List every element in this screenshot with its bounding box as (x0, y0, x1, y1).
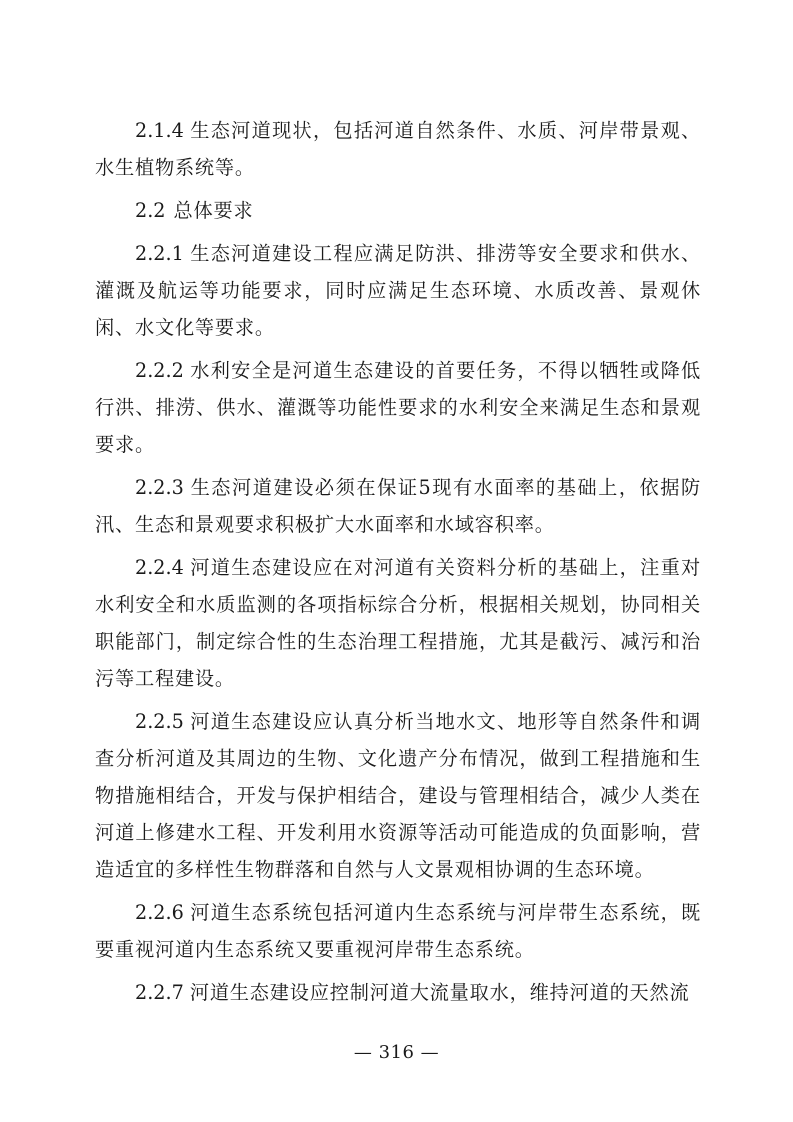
paragraph-2-2-5 (95, 703, 701, 888)
page-number: — 316 — (353, 1042, 440, 1063)
paragraph-2-2-1 (95, 235, 701, 346)
paragraph-2-1-4 (95, 112, 701, 186)
paragraph-text: 生态河道现状，包括河道自然条件、水质、河岸带景观、水生植物系统等。 (95, 119, 701, 179)
section-number: 2.2.2 (135, 359, 184, 382)
section-number: 2.2 (135, 199, 166, 222)
paragraph-text: 生态河道建设必须在保证5现有水面率的基础上，依据防汛、生态和景观要求积极扩大水面率和水域容积率。 (95, 476, 701, 536)
section-number: 2.2.1 (135, 242, 184, 265)
paragraph-text: 河道生态建设应控制河道大流量取水，维持河道的天然流 (189, 981, 690, 1004)
paragraph-text: 水利安全是河道生态建设的首要任务，不得以牺牲或降低行洪、排涝、供水、灌溉等功能性要求的水利安全来满足生态和景观要求。 (95, 359, 701, 456)
section-number: 2.2.3 (135, 476, 184, 499)
paragraph-2-2-3 (95, 469, 701, 543)
paragraph-2-2-6 (95, 894, 701, 968)
section-number: 2.1.4 (135, 119, 184, 142)
paragraph-text: 河道生态建设应在对河道有关资料分析的基础上，注重对水利安全和水质监测的各项指标综合分析，根据相关规划，协同相关职能部门，制定综合性的生态治理工程措施，尤其是截污、减污和治污等工程建设。 (95, 556, 701, 690)
section-number: 2.2.5 (135, 710, 184, 733)
section-heading-2-2 (95, 192, 701, 229)
section-number: 2.2.6 (135, 901, 184, 924)
document-body (95, 112, 701, 1017)
paragraph-text: 河道生态建设应认真分析当地水文、地形等自然条件和调查分析河道及其周边的生物、文化遗产分布情况，做到工程措施和生物措施相结合，开发与保护相结合，建设与管理相结合，减少人类在河道上修建水工程、开发利用水资源等活动可能造成的负面影响，营造适宜的多样性生物群落和自然与人文景观相协调的生态环境。 (95, 710, 701, 881)
section-number: 2.2.7 (135, 981, 184, 1004)
section-heading-text: 总体要求 (173, 199, 254, 222)
paragraph-text: 生态河道建设工程应满足防洪、排涝等安全要求和供水、灌溉及航运等功能要求，同时应满足生态环境、水质改善、景观休闲、水文化等要求。 (95, 242, 701, 339)
paragraph-2-2-7 (95, 974, 701, 1011)
paragraph-2-2-4 (95, 549, 701, 697)
paragraph-text: 河道生态系统包括河道内生态系统与河岸带生态系统，既要重视河道内生态系统又要重视河岸带生态系统。 (95, 901, 701, 961)
paragraph-2-2-2 (95, 352, 701, 463)
section-number: 2.2.4 (135, 556, 184, 579)
